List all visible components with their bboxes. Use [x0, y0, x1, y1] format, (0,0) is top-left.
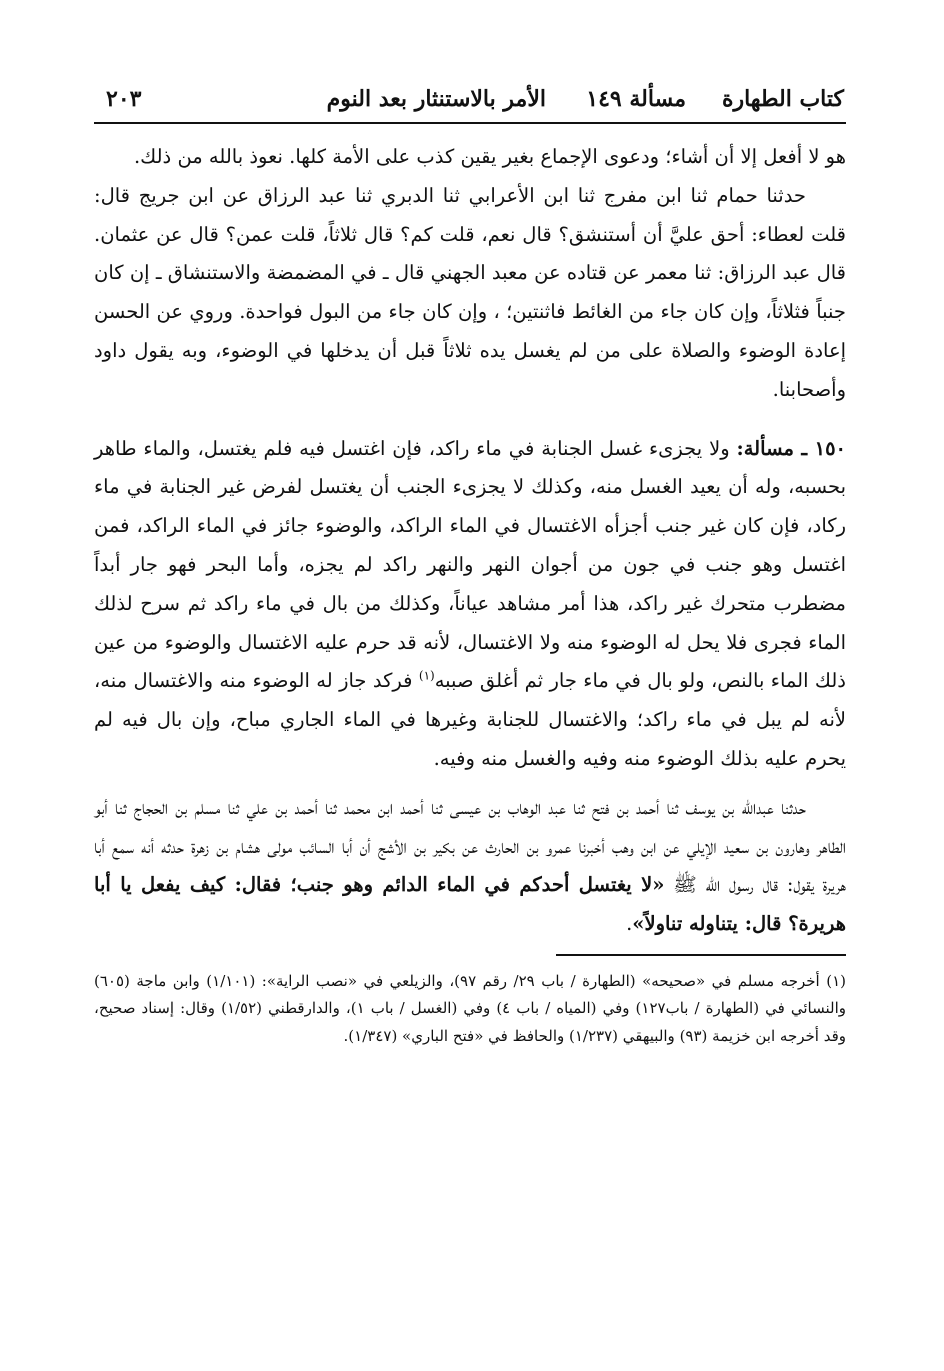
- paragraph-hadith: [94, 789, 846, 944]
- hadith-end: .: [626, 912, 633, 936]
- running-header: [94, 78, 846, 120]
- paragraph-1: هو لا أفعل إلا أن أشاء؛ ودعوى الإجماع بغير يقين كذب على الأمة كلها. نعوذ بالله من ذلك.: [133, 145, 846, 168]
- book-page: [94, 78, 846, 1050]
- header-topic: الأمر بالاستنثار بعد النوم: [326, 86, 546, 112]
- issue-150-text-b: فركد جاز له الوضوء منه والاغتسال منه، لأنه لم يبل في ماء راكد؛ والاغتسال للجنابة وغيرها في الماء الجاري مباح، وإن بال فيه لم يحرم عليه بذلك الوضوء منه وفيه والغسل منه وفيه.: [94, 669, 846, 770]
- footnote-1: (١) أخرجه مسلم في «صحيحه» (الطهارة / باب ٢٩/ رقم ٩٧)، والزيلعي في «نصب الراية»: (١/١٠١) وابن ماجة (٦٠٥) والنسائي في (الطهارة / باب١٢٧) وفي (المياه / باب ٤) وفي (الغسل / باب ١)، والدارقطني (١/٥٢) وقال: إسناد صحيح، وقد أخرجه ابن خزيمة (٩٣) والبيهقي (١/٢٣٧) والحافظ في «فتح الباري» (١/٣٤٧).: [94, 971, 846, 1045]
- paragraph-issue-150: [94, 430, 846, 779]
- hadith-chain: حدثنا عبدالله بن يوسف ثنا أحمد بن فتح ثنا عبد الوهاب بن عيسى ثنا أحمد ابن محمد ثنا أحمد بن علي ثنا مسلم بن الحجاج ثنا أبو الطاهر وهارون بن سعيد الإيلي عن ابن وهب أخبرنا عمرو بن الحارث عن بكير بن الأشج أن أبا السائب مولى هشام بن زهرة حدثه أنه سمع أبا هريرة يقول: قال رسول الله ﷺ: [94, 795, 846, 897]
- issue-150-label: ١٥٠ ـ مسألة:: [736, 436, 847, 460]
- paragraph-2: حدثنا حمام ثنا ابن مفرج ثنا ابن الأعرابي ثنا الدبري ثنا عبد الرزاق عن ابن جريج قال: قلت لعطاء: أحق عليَّ أن أستنشق؟ قال نعم، قلت كم؟ قال ثلاثاً، قلت عمن؟ قال عن عثمان. قال عبد الرزاق: ثنا معمر عن قتاده عن معبد الجهني قال ـ في المضمضة والاستنشاق ـ إن كان جنباً فثلاثاً، وإن كان جاء من الغائط فاثنتين؛ ، وإن كان جاء من البول فواحدة. وروي عن الحسن إعادة الوضوء والصلاة على من لم يغسل يده ثلاثاً قبل أن يدخلها في الوضوء، وبه يقول داود وأصحابنا.: [94, 183, 846, 401]
- page-number: ٢٠٣: [106, 86, 142, 112]
- header-divider: [94, 122, 846, 124]
- header-book-title: كتاب الطهارة: [721, 86, 844, 112]
- hadith-text: «لا يغتسل أحدكم في الماء الدائم وهو جنب؛ فقال: كيف يفعل يا أبا هريرة؟ قال: يتناوله تناولاً»: [94, 873, 846, 936]
- header-issue-number: مسألة ١٤٩: [586, 86, 686, 112]
- footnotes: [94, 968, 846, 1051]
- main-text: [94, 138, 846, 944]
- issue-150-text-a: ولا يجزىء غسل الجنابة في ماء راكد، فإن اغتسل فيه فلم يغتسل، والماء طاهر بحسبه، وله أن يعيد الغسل منه، وكذلك لا يجزىء الجنب أن يغتسل لفرض غير الجنابة في ماء ركاد، فإن كان غير جنب أجزأه الاغتسال في الماء الراكد، والوضوء جائز في الماء الراكد، فمن اغتسل وهو جنب في جون من أجوان النهر والنهر راكد لم يجزه، وأما البحر فهو جار أبداً مضطرب متحرك غير راكد، هذا أمر مشاهد عياناً، وكذلك من بال في ماء راكد ثم سرح لذلك الماء فجرى فلا يحل له الوضوء منه ولا الاغتسال، لأنه قد حرم عليه الاغتسال والوضوء من عين ذلك الماء بالنص، ولو بال في ماء جار ثم أغلق صببه: [94, 436, 846, 693]
- footnote-divider: [556, 954, 846, 956]
- footnote-ref-1: (١): [418, 668, 435, 683]
